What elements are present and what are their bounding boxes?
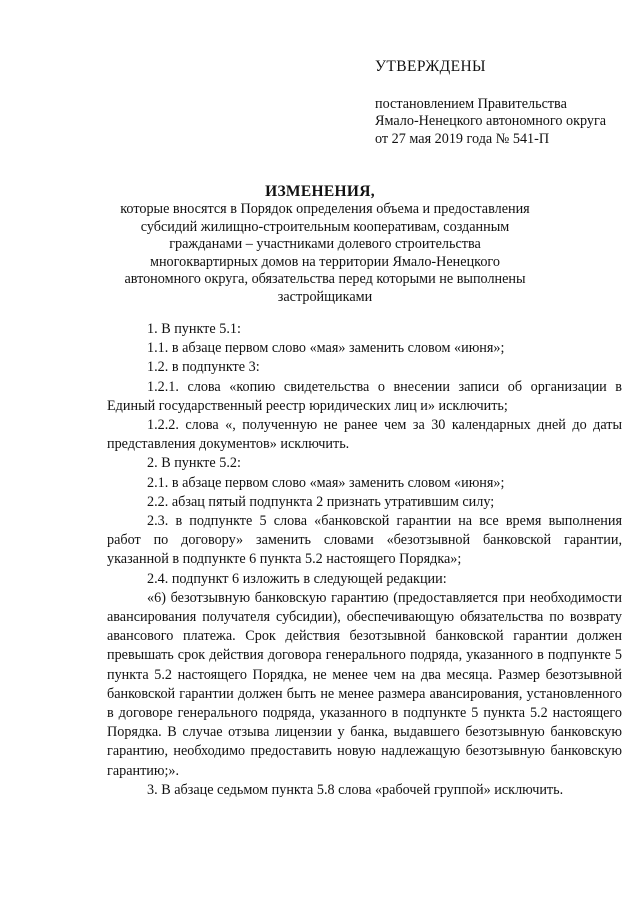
approval-block [375, 58, 635, 148]
paragraph: 2.1. в абзаце первом слово «мая» заменить словом «июня»; [147, 474, 505, 491]
paragraph: 2.2. абзац пятый подпункта 2 признать утратившим силу; [147, 493, 495, 510]
document-body [107, 320, 622, 800]
paragraph: 1.2.2. слова «, полученную не ранее чем за 30 календарных дней до даты представления документов» исключить. [107, 417, 622, 453]
approval-line: Ямало-Ненецкого автономного округа [375, 113, 607, 129]
paragraph: 1. В пункте 5.1: [147, 321, 241, 337]
paragraph: 1.2. в подпункте 3: [147, 359, 260, 376]
paragraph: 2.4. подпункт 6 изложить в следующей редакции: [147, 570, 447, 587]
paragraph: 1.1. в абзаце первом слово «мая» заменить словом «июня»; [147, 340, 505, 357]
approval-line: от 27 мая 2019 года № 541-П [375, 130, 550, 147]
paragraph: 2. В пункте 5.2: [147, 455, 241, 472]
document-title: ИЗМЕНЕНИЯ, [265, 183, 375, 200]
approval-heading: УТВЕРЖДЕНЫ [375, 58, 486, 75]
document-subtitle: которые вносятся в Порядок определения объема и предоставления субсидий жилищно-строительным кооперативам, созданным гражданами – участниками долевого строительства многоквартирных домов на территории Ямало-Ненецкого автономного округа, обязательства перед которыми не выполнены застройщиками [120, 201, 530, 305]
paragraph: «6) безотзывную банковскую гарантию (предоставляется при необходимости авансирования получателя субсидии), обеспечивающую обязательства по возврату авансового платежа. Срок действия безотзывной банковской гарантии должен превышать срок действия договора генерального подряда, указанного в подпункте 5 пункта 5.2 настоящего Порядка, не менее чем на два месяца. Размер безотзывной банковской гарантии должен быть не менее размера авансирования, установленного в договоре генерального подряда, указанного в подпункте 5 пункта 5.2 настоящего Порядка. В случае отзыва лицензии у банка, выдавшего безотзывную банковскую гарантию, необходимо предоставить новую надлежащую безотзывную банковскую гарантию;». [107, 589, 622, 779]
paragraph: 2.3. в подпункте 5 слова «банковской гарантии на все время выполнения работ по договору» заменить словами «безотзывной банковской гарантии, указанной в подпункте 6 пункта 5.2 настоящего Порядка»; [107, 513, 622, 568]
approval-line: постановлением Правительства [375, 95, 567, 112]
paragraph: 1.2.1. слова «копию свидетельства о внесении записи об организации в Единый государственный реестр юридических лиц и» исключить; [107, 378, 622, 414]
paragraph: 3. В абзаце седьмом пункта 5.8 слова «рабочей группой» исключить. [147, 781, 564, 798]
